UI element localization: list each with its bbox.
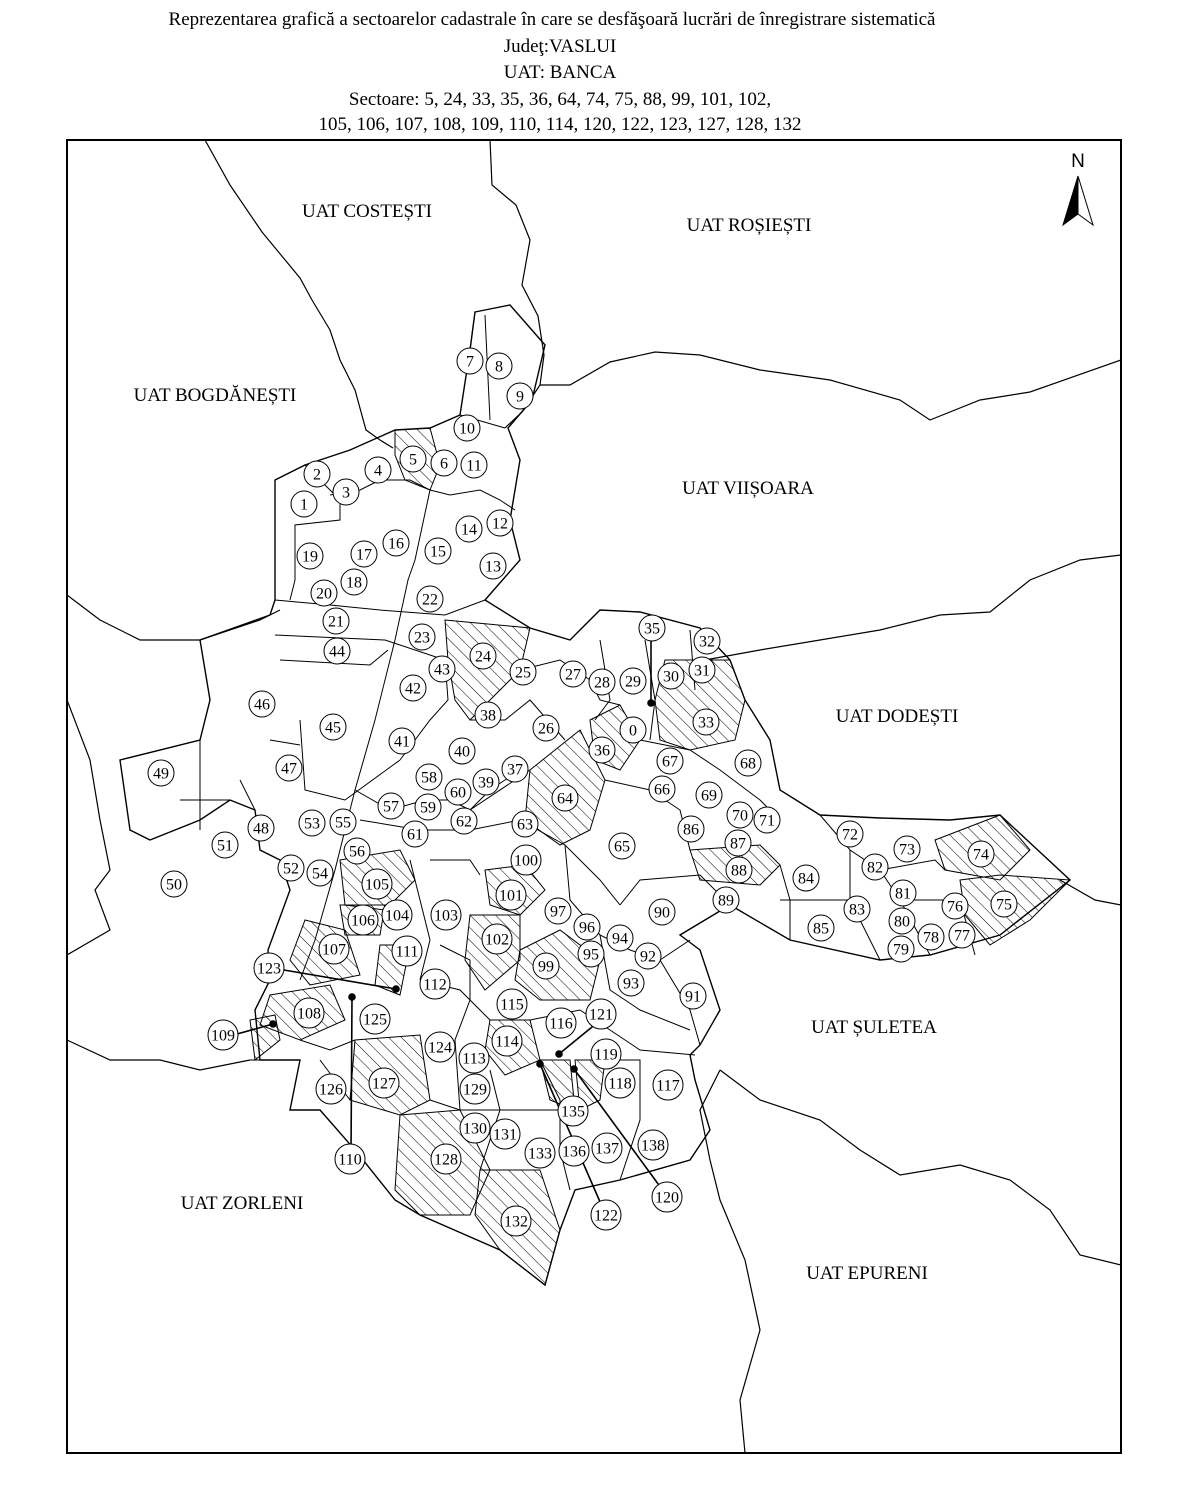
sector-50 — [161, 871, 187, 897]
sector-59-label: 59 — [420, 799, 436, 817]
sector-85 — [808, 915, 834, 941]
sector-39-label: 39 — [478, 774, 494, 792]
sector-22 — [417, 586, 443, 612]
sector-56-label: 56 — [349, 843, 365, 861]
sector-42-label: 42 — [405, 680, 421, 698]
sector-70 — [727, 802, 753, 828]
sector-103 — [431, 900, 461, 930]
sector-101-label: 101 — [499, 887, 523, 905]
sector-74-label: 74 — [973, 846, 989, 864]
sector-125 — [360, 1004, 390, 1034]
sector-87 — [725, 830, 751, 856]
sector-18 — [341, 569, 367, 595]
sector-71-label: 71 — [759, 812, 775, 830]
sector-133 — [525, 1138, 555, 1168]
sector-42 — [400, 675, 426, 701]
sector-95-label: 95 — [583, 946, 599, 964]
sector-6 — [431, 450, 457, 476]
sector-26-label: 26 — [538, 720, 554, 738]
sector-92-label: 92 — [640, 948, 656, 966]
sector-95 — [578, 941, 604, 967]
sector-110-label: 110 — [338, 1151, 362, 1169]
sector-106-label: 106 — [351, 912, 375, 930]
sector-124 — [425, 1032, 455, 1062]
sector-126 — [316, 1074, 346, 1104]
sector-122 — [591, 1200, 621, 1230]
sector-30 — [658, 663, 684, 689]
sector-136 — [559, 1136, 589, 1166]
sector-67-label: 67 — [662, 753, 678, 771]
sector-36 — [589, 737, 615, 763]
sector-116 — [546, 1008, 576, 1038]
sector-89-label: 89 — [718, 892, 734, 910]
sector-14-label: 14 — [461, 521, 477, 539]
sector-24 — [470, 643, 496, 669]
sector-2-label: 2 — [313, 466, 321, 484]
sector-43 — [429, 656, 455, 682]
sector-131-label: 131 — [493, 1126, 517, 1144]
sector-66 — [649, 776, 675, 802]
sector-85-label: 85 — [813, 920, 829, 938]
sector-90 — [649, 899, 675, 925]
sector-86-label: 86 — [683, 821, 699, 839]
sector-114 — [492, 1026, 522, 1056]
sector-137-label: 137 — [595, 1140, 619, 1158]
sector-136-label: 136 — [562, 1143, 586, 1161]
sector-1 — [291, 491, 317, 517]
sector-56 — [344, 838, 370, 864]
sector-99-label: 99 — [538, 958, 554, 976]
sector-21-label: 21 — [328, 613, 344, 631]
sector-131 — [490, 1119, 520, 1149]
sector-28 — [589, 669, 615, 695]
sector-67 — [657, 748, 683, 774]
north-arrow — [1063, 151, 1093, 225]
sector-10 — [454, 415, 480, 441]
label-uat-viisoara: UAT VIIȘOARA — [682, 478, 814, 499]
sector-113-label: 113 — [462, 1050, 486, 1068]
sector-68 — [735, 750, 761, 776]
sector-125-label: 125 — [363, 1011, 387, 1029]
sector-128-label: 128 — [434, 1151, 458, 1169]
sector-40 — [449, 738, 475, 764]
sector-120 — [652, 1182, 682, 1212]
sector-69-label: 69 — [701, 787, 717, 805]
label-uat-epureni: UAT EPURENI — [806, 1263, 928, 1284]
sector-37 — [502, 756, 528, 782]
label-uat-rosiesti: UAT ROȘIEȘTI — [686, 215, 812, 236]
sector-92 — [635, 943, 661, 969]
label-uat-dodesti: UAT DODEȘTI — [835, 706, 959, 727]
sector-88-label: 88 — [731, 862, 747, 880]
sector-116-label: 116 — [549, 1015, 573, 1033]
sector-66-label: 66 — [654, 781, 670, 799]
sector-75 — [991, 891, 1017, 917]
sector-23-label: 23 — [414, 629, 430, 647]
sector-107-label: 107 — [322, 941, 346, 959]
sector-62 — [451, 808, 477, 834]
sector-115-label: 115 — [500, 996, 524, 1014]
sector-15-label: 15 — [430, 543, 446, 561]
sector-13 — [480, 553, 506, 579]
sectors-list-line-2: 105, 106, 107, 108, 109, 110, 114, 120, 122, 123, 127, 128, 132 — [318, 114, 802, 135]
sector-138-label: 138 — [641, 1137, 665, 1155]
sector-60-label: 60 — [450, 784, 466, 802]
sector-80-label: 80 — [894, 913, 910, 931]
sector-124-label: 124 — [428, 1039, 452, 1057]
sector-133-label: 133 — [528, 1145, 552, 1163]
sector-129-label: 129 — [463, 1081, 487, 1099]
sector-46-label: 46 — [254, 696, 270, 714]
label-uat-suletea: UAT ȘULETEA — [811, 1017, 937, 1038]
sector-129 — [460, 1074, 490, 1104]
sector-113 — [459, 1043, 489, 1073]
sector-45-label: 45 — [325, 719, 341, 737]
sector-97 — [545, 898, 571, 924]
sectors-list-line-1: Sectoare: 5, 24, 33, 35, 36, 64, 74, 75, 88, 99, 101, 102, — [348, 89, 772, 110]
sector-47 — [276, 755, 302, 781]
sector-73-label: 73 — [899, 841, 915, 859]
sector-11-label: 11 — [466, 457, 482, 475]
sector-81 — [890, 880, 916, 906]
sector-50-label: 50 — [166, 876, 182, 894]
sector-107 — [319, 934, 349, 964]
sector-82 — [862, 854, 888, 880]
sector-96-label: 96 — [579, 919, 595, 937]
sector-79-label: 79 — [893, 941, 909, 959]
sector-99 — [533, 953, 559, 979]
sector-27-label: 27 — [565, 666, 581, 684]
sector-80 — [889, 908, 915, 934]
sector-52 — [278, 855, 304, 881]
sector-135 — [558, 1096, 588, 1126]
sector-38-label: 38 — [480, 707, 496, 725]
sector-5-label: 5 — [409, 451, 417, 469]
sector-71 — [754, 807, 780, 833]
sector-111 — [392, 936, 422, 966]
sector-102-label: 102 — [485, 931, 509, 949]
sector-36-label: 36 — [594, 742, 610, 760]
sector-24-label: 24 — [475, 648, 491, 666]
sector-0-label: 0 — [629, 722, 637, 740]
sector-76-label: 76 — [947, 898, 963, 916]
map-title: Reprezentarea grafică a sectoarelor cadastrale în care se desfăşoară lucrări de înregistrare sistematică — [168, 9, 936, 30]
sector-78 — [918, 924, 944, 950]
sector-74 — [968, 841, 994, 867]
sector-117 — [653, 1070, 683, 1100]
sector-91 — [680, 983, 706, 1009]
sector-5 — [400, 446, 426, 472]
sector-46 — [249, 691, 275, 717]
sector-28-label: 28 — [594, 674, 610, 692]
sector-72-label: 72 — [842, 826, 858, 844]
sector-23 — [409, 624, 435, 650]
sector-8-label: 8 — [495, 358, 503, 376]
sector-63-label: 63 — [517, 816, 533, 834]
sector-109-label: 109 — [211, 1027, 235, 1045]
sector-32 — [694, 628, 720, 654]
sector-130 — [460, 1113, 490, 1143]
sector-111-label: 111 — [395, 943, 419, 961]
label-uat-costesti: UAT COSTEȘTI — [301, 201, 433, 222]
sector-112-label: 112 — [423, 976, 447, 994]
sector-88 — [726, 857, 752, 883]
sector-4 — [365, 457, 391, 483]
sector-93-label: 93 — [623, 975, 639, 993]
sector-76 — [942, 893, 968, 919]
sector-57-label: 57 — [383, 798, 399, 816]
sector-7-label: 7 — [466, 353, 474, 371]
sector-135-label: 135 — [561, 1103, 585, 1121]
sector-127 — [369, 1068, 399, 1098]
sector-108-label: 108 — [297, 1005, 321, 1023]
sector-119-label: 119 — [594, 1046, 618, 1064]
sector-101 — [496, 880, 526, 910]
sector-118 — [605, 1068, 635, 1098]
sector-102 — [482, 924, 512, 954]
sector-105 — [362, 869, 392, 899]
sector-54-label: 54 — [312, 865, 328, 883]
label-uat-zorleni: UAT ZORLENI — [180, 1193, 304, 1214]
sector-47-label: 47 — [281, 760, 297, 778]
sector-27 — [560, 661, 586, 687]
sector-57 — [378, 793, 404, 819]
sector-86 — [678, 816, 704, 842]
sector-30-label: 30 — [663, 668, 679, 686]
sector-94 — [607, 925, 633, 951]
sector-90-label: 90 — [654, 904, 670, 922]
sector-68-label: 68 — [740, 755, 756, 773]
sector-65-label: 65 — [614, 838, 630, 856]
sector-93 — [618, 970, 644, 996]
sector-119 — [591, 1039, 621, 1069]
sector-108 — [294, 998, 324, 1028]
sector-62-label: 62 — [456, 813, 472, 831]
sector-12 — [487, 510, 513, 536]
sector-19-label: 19 — [302, 548, 318, 566]
sector-13-label: 13 — [485, 558, 501, 576]
sector-45 — [320, 714, 346, 740]
sector-138 — [638, 1130, 668, 1160]
sector-89 — [713, 887, 739, 913]
sector-69 — [696, 782, 722, 808]
sector-78-label: 78 — [923, 929, 939, 947]
sector-7 — [457, 348, 483, 374]
sector-77-label: 77 — [954, 927, 970, 945]
sector-65 — [609, 833, 635, 859]
sector-120-label: 120 — [655, 1189, 679, 1207]
sector-117-label: 117 — [656, 1077, 680, 1095]
sector-49-label: 49 — [153, 765, 169, 783]
sector-123-label: 123 — [257, 960, 281, 978]
sector-53 — [299, 810, 325, 836]
sector-14 — [456, 516, 482, 542]
sector-115 — [497, 989, 527, 1019]
sector-44 — [324, 638, 350, 664]
sector-54 — [307, 860, 333, 886]
uat-line: UAT: BANCA — [503, 62, 617, 83]
sector-44-label: 44 — [329, 643, 345, 661]
sector-22-label: 22 — [422, 591, 438, 609]
sector-79 — [888, 936, 914, 962]
sector-114-label: 114 — [495, 1033, 519, 1051]
sector-33-label: 33 — [698, 714, 714, 732]
sector-51 — [212, 832, 238, 858]
sector-8 — [486, 353, 512, 379]
sector-48 — [248, 815, 274, 841]
sector-84-label: 84 — [798, 870, 814, 888]
sector-122-label: 122 — [594, 1207, 618, 1225]
sector-31-label: 31 — [694, 662, 710, 680]
sector-126-label: 126 — [319, 1081, 343, 1099]
sector-29 — [620, 668, 646, 694]
sector-59 — [415, 794, 441, 820]
sector-103-label: 103 — [434, 907, 458, 925]
sector-123 — [254, 953, 284, 983]
sector-49 — [148, 760, 174, 786]
sector-52-label: 52 — [283, 860, 299, 878]
sector-16 — [383, 530, 409, 556]
sector-9-label: 9 — [516, 388, 524, 406]
sector-41 — [389, 728, 415, 754]
sector-70-label: 70 — [732, 807, 748, 825]
sector-16-label: 16 — [388, 535, 404, 553]
sector-19 — [297, 543, 323, 569]
sector-51-label: 51 — [217, 837, 233, 855]
sector-84 — [793, 865, 819, 891]
sector-35-label: 35 — [644, 620, 660, 638]
sector-72 — [837, 821, 863, 847]
sector-26 — [533, 715, 559, 741]
sector-100-label: 100 — [514, 852, 538, 870]
sector-55 — [330, 809, 356, 835]
sector-3-label: 3 — [342, 484, 350, 502]
sector-94-label: 94 — [612, 930, 628, 948]
sector-58 — [416, 764, 442, 790]
sector-61 — [402, 821, 428, 847]
sector-1-label: 1 — [300, 496, 308, 514]
sector-25-label: 25 — [515, 664, 531, 682]
sector-4-label: 4 — [374, 462, 382, 480]
sector-0 — [620, 717, 646, 743]
sector-109 — [208, 1020, 238, 1050]
sector-17 — [351, 541, 377, 567]
sector-104 — [382, 900, 412, 930]
sector-15 — [425, 538, 451, 564]
sector-38 — [475, 702, 501, 728]
sector-2 — [304, 461, 330, 487]
sector-60 — [445, 779, 471, 805]
sector-87-label: 87 — [730, 835, 746, 853]
sector-77 — [949, 922, 975, 948]
sector-55-label: 55 — [335, 814, 351, 832]
sector-41-label: 41 — [394, 733, 410, 751]
sector-104-label: 104 — [385, 907, 409, 925]
sector-83 — [844, 896, 870, 922]
sector-20-label: 20 — [316, 585, 332, 603]
sector-9 — [507, 383, 533, 409]
sector-61-label: 61 — [407, 826, 423, 844]
sector-127-label: 127 — [372, 1075, 396, 1093]
sector-132 — [501, 1206, 531, 1236]
sector-39 — [473, 769, 499, 795]
sector-25 — [510, 659, 536, 685]
label-uat-bogdanesti: UAT BOGDĂNEȘTI — [133, 385, 297, 406]
sector-83-label: 83 — [849, 901, 865, 919]
sector-63 — [512, 811, 538, 837]
sector-35 — [639, 615, 665, 641]
sector-121-label: 121 — [589, 1006, 613, 1024]
sector-112 — [420, 969, 450, 999]
sector-105-label: 105 — [365, 876, 389, 894]
sector-100 — [511, 845, 541, 875]
sector-110 — [335, 1144, 365, 1174]
sector-58-label: 58 — [421, 769, 437, 787]
sector-128 — [431, 1144, 461, 1174]
sector-130-label: 130 — [463, 1120, 487, 1138]
sector-121 — [586, 999, 616, 1029]
sector-29-label: 29 — [625, 673, 641, 691]
sector-118-label: 118 — [608, 1075, 632, 1093]
sector-64 — [552, 785, 578, 811]
sector-37-label: 37 — [507, 761, 523, 779]
sector-20 — [311, 580, 337, 606]
sector-6-label: 6 — [440, 455, 448, 473]
sector-48-label: 48 — [253, 820, 269, 838]
sector-18-label: 18 — [346, 574, 362, 592]
sector-91-label: 91 — [685, 988, 701, 1006]
sector-73 — [894, 836, 920, 862]
sector-3 — [333, 479, 359, 505]
north-label: N — [1071, 151, 1085, 172]
sector-31 — [689, 657, 715, 683]
sector-137 — [592, 1133, 622, 1163]
sector-97-label: 97 — [550, 903, 566, 921]
sector-132-label: 132 — [504, 1213, 528, 1231]
county-line: Judeţ:VASLUI — [503, 36, 617, 57]
sector-12-label: 12 — [492, 515, 508, 533]
sector-82-label: 82 — [867, 859, 883, 877]
sector-32-label: 32 — [699, 633, 715, 651]
sector-40-label: 40 — [454, 743, 470, 761]
sector-33 — [693, 709, 719, 735]
sector-81-label: 81 — [895, 885, 911, 903]
sector-21 — [323, 608, 349, 634]
sector-106 — [348, 905, 378, 935]
sector-17-label: 17 — [356, 546, 372, 564]
sector-53-label: 53 — [304, 815, 320, 833]
sector-11 — [461, 452, 487, 478]
sector-64-label: 64 — [557, 790, 573, 808]
sector-10-label: 10 — [459, 420, 475, 438]
sector-75-label: 75 — [996, 896, 1012, 914]
sector-43-label: 43 — [434, 661, 450, 679]
sector-96 — [574, 914, 600, 940]
